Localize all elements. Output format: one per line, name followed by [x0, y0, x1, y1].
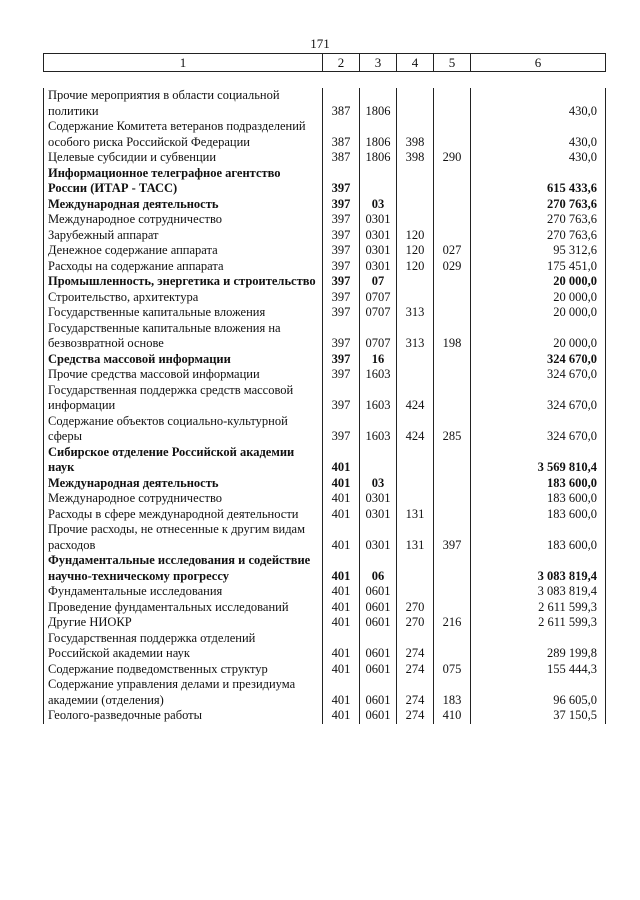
row-section-code: 1603 — [360, 367, 397, 383]
row-name: Государственные капитальные вложения — [44, 305, 323, 321]
row-target-code: 274 — [397, 662, 434, 678]
row-department-code: 401 — [323, 445, 360, 476]
row-amount: 183 600,0 — [471, 476, 606, 492]
row-department-code: 397 — [323, 305, 360, 321]
row-section-code: 1603 — [360, 383, 397, 414]
row-section-code: 0301 — [360, 243, 397, 259]
table-row — [44, 259, 606, 275]
row-section-code: 0301 — [360, 228, 397, 244]
row-name: Содержание управления делами и президиума академии (отделения) — [44, 677, 323, 708]
row-name: Целевые субсидии и субвенции — [44, 150, 323, 166]
row-name: Содержание Комитета ветеранов подразделений особого риска Российской Федерации — [44, 119, 323, 150]
row-section-code: 0301 — [360, 259, 397, 275]
row-target-code: 313 — [397, 321, 434, 352]
table-row — [44, 553, 606, 584]
row-department-code: 401 — [323, 491, 360, 507]
row-name: Фундаментальные исследования — [44, 584, 323, 600]
row-amount: 37 150,5 — [471, 708, 606, 724]
table-row — [44, 383, 606, 414]
row-expense-code — [434, 166, 471, 197]
row-amount: 430,0 — [471, 150, 606, 166]
row-expense-code — [434, 584, 471, 600]
row-amount: 183 600,0 — [471, 491, 606, 507]
column-header-4: 4 — [397, 54, 434, 72]
row-expense-code — [434, 600, 471, 616]
row-expense-code — [434, 553, 471, 584]
row-expense-code — [434, 352, 471, 368]
row-amount: 270 763,6 — [471, 228, 606, 244]
row-amount: 324 670,0 — [471, 367, 606, 383]
row-department-code: 397 — [323, 321, 360, 352]
table-row — [44, 631, 606, 662]
row-name: Строительство, архитектура — [44, 290, 323, 306]
table-row — [44, 119, 606, 150]
row-amount: 289 199,8 — [471, 631, 606, 662]
row-target-code: 120 — [397, 259, 434, 275]
row-amount: 183 600,0 — [471, 522, 606, 553]
row-section-code: 0707 — [360, 305, 397, 321]
row-name: Содержание объектов социально-культурной сферы — [44, 414, 323, 445]
row-expense-code — [434, 507, 471, 523]
table-row — [44, 507, 606, 523]
row-section-code: 0601 — [360, 677, 397, 708]
row-target-code: 270 — [397, 600, 434, 616]
row-name: Расходы на содержание аппарата — [44, 259, 323, 275]
row-target-code — [397, 166, 434, 197]
row-expense-code — [434, 305, 471, 321]
row-section-code: 0601 — [360, 631, 397, 662]
row-target-code: 313 — [397, 305, 434, 321]
row-expense-code: 029 — [434, 259, 471, 275]
row-amount: 270 763,6 — [471, 212, 606, 228]
row-department-code: 401 — [323, 631, 360, 662]
row-amount: 3 083 819,4 — [471, 553, 606, 584]
table-row — [44, 243, 606, 259]
row-expense-code — [434, 88, 471, 119]
table-row — [44, 367, 606, 383]
row-department-code: 397 — [323, 166, 360, 197]
row-amount: 324 670,0 — [471, 414, 606, 445]
row-department-code: 397 — [323, 414, 360, 445]
row-target-code: 398 — [397, 150, 434, 166]
row-target-code — [397, 445, 434, 476]
row-expense-code — [434, 274, 471, 290]
row-name: Международное сотрудничество — [44, 212, 323, 228]
row-department-code: 397 — [323, 228, 360, 244]
table-row — [44, 352, 606, 368]
row-section-code: 0601 — [360, 662, 397, 678]
row-section-code: 0301 — [360, 522, 397, 553]
row-section-code: 0707 — [360, 290, 397, 306]
row-name: Фундаментальные исследования и содействие научно-техническому прогрессу — [44, 553, 323, 584]
row-expense-code — [434, 119, 471, 150]
row-amount: 183 600,0 — [471, 507, 606, 523]
row-amount: 95 312,6 — [471, 243, 606, 259]
row-name: Международное сотрудничество — [44, 491, 323, 507]
row-amount: 155 444,3 — [471, 662, 606, 678]
row-amount: 175 451,0 — [471, 259, 606, 275]
row-name: Государственная поддержка отделений Российской академии наук — [44, 631, 323, 662]
column-header-3: 3 — [360, 54, 397, 72]
table-row — [44, 677, 606, 708]
row-section-code: 0301 — [360, 491, 397, 507]
row-target-code — [397, 553, 434, 584]
row-target-code — [397, 352, 434, 368]
row-department-code: 387 — [323, 88, 360, 119]
row-target-code: 270 — [397, 615, 434, 631]
column-header-2: 2 — [323, 54, 360, 72]
row-section-code: 1806 — [360, 150, 397, 166]
table-row — [44, 491, 606, 507]
row-expense-code — [434, 383, 471, 414]
row-department-code: 397 — [323, 367, 360, 383]
row-name: Денежное содержание аппарата — [44, 243, 323, 259]
column-header-6: 6 — [471, 54, 606, 72]
table-row — [44, 600, 606, 616]
column-header-row — [44, 54, 606, 72]
row-department-code: 401 — [323, 708, 360, 724]
row-name: Государственная поддержка средств массовой информации — [44, 383, 323, 414]
table-row — [44, 197, 606, 213]
row-target-code: 120 — [397, 243, 434, 259]
row-expense-code — [434, 197, 471, 213]
column-header-table — [43, 53, 606, 72]
table-row — [44, 708, 606, 724]
row-target-code: 120 — [397, 228, 434, 244]
row-name: Содержание подведомственных структур — [44, 662, 323, 678]
row-department-code: 401 — [323, 522, 360, 553]
row-amount: 270 763,6 — [471, 197, 606, 213]
row-target-code — [397, 367, 434, 383]
table-row — [44, 476, 606, 492]
row-department-code: 401 — [323, 677, 360, 708]
row-name: Средства массовой информации — [44, 352, 323, 368]
row-department-code: 397 — [323, 290, 360, 306]
row-section-code: 1806 — [360, 88, 397, 119]
table-row — [44, 290, 606, 306]
row-expense-code — [434, 290, 471, 306]
row-department-code: 401 — [323, 615, 360, 631]
row-department-code: 397 — [323, 212, 360, 228]
row-section-code: 0601 — [360, 584, 397, 600]
table-row — [44, 305, 606, 321]
row-section-code — [360, 166, 397, 197]
row-name: Прочие мероприятия в области социальной политики — [44, 88, 323, 119]
table-row — [44, 150, 606, 166]
row-expense-code: 285 — [434, 414, 471, 445]
row-expense-code: 027 — [434, 243, 471, 259]
row-name: Информационное телеграфное агентство России (ИТАР - ТАСС) — [44, 166, 323, 197]
row-name: Государственные капитальные вложения на безвозвратной основе — [44, 321, 323, 352]
row-department-code: 387 — [323, 119, 360, 150]
row-amount: 2 611 599,3 — [471, 615, 606, 631]
row-section-code: 06 — [360, 553, 397, 584]
row-department-code: 401 — [323, 600, 360, 616]
row-section-code: 0601 — [360, 708, 397, 724]
table-row — [44, 274, 606, 290]
row-target-code: 131 — [397, 522, 434, 553]
row-target-code: 274 — [397, 631, 434, 662]
table-row — [44, 166, 606, 197]
row-name: Расходы в сфере международной деятельности — [44, 507, 323, 523]
row-amount: 20 000,0 — [471, 321, 606, 352]
row-department-code: 397 — [323, 383, 360, 414]
row-name: Зарубежный аппарат — [44, 228, 323, 244]
row-expense-code: 198 — [434, 321, 471, 352]
budget-table-body — [44, 88, 606, 724]
row-target-code — [397, 274, 434, 290]
row-name: Прочие средства массовой информации — [44, 367, 323, 383]
row-amount: 20 000,0 — [471, 305, 606, 321]
row-department-code: 397 — [323, 197, 360, 213]
row-target-code: 274 — [397, 708, 434, 724]
table-row — [44, 414, 606, 445]
row-department-code: 401 — [323, 476, 360, 492]
row-target-code — [397, 584, 434, 600]
row-expense-code — [434, 445, 471, 476]
row-target-code — [397, 88, 434, 119]
row-department-code: 401 — [323, 553, 360, 584]
row-amount: 430,0 — [471, 119, 606, 150]
row-target-code: 424 — [397, 383, 434, 414]
row-expense-code — [434, 631, 471, 662]
table-row — [44, 228, 606, 244]
row-section-code: 07 — [360, 274, 397, 290]
table-row — [44, 212, 606, 228]
row-name: Международная деятельность — [44, 476, 323, 492]
row-department-code: 387 — [323, 150, 360, 166]
page-number: 171 — [310, 36, 330, 51]
row-expense-code — [434, 367, 471, 383]
row-expense-code — [434, 476, 471, 492]
row-expense-code — [434, 212, 471, 228]
row-expense-code — [434, 491, 471, 507]
row-department-code: 401 — [323, 662, 360, 678]
row-amount: 96 605,0 — [471, 677, 606, 708]
row-target-code — [397, 491, 434, 507]
row-section-code: 0601 — [360, 615, 397, 631]
row-expense-code: 183 — [434, 677, 471, 708]
row-target-code — [397, 290, 434, 306]
row-department-code: 397 — [323, 259, 360, 275]
row-target-code: 398 — [397, 119, 434, 150]
row-expense-code: 216 — [434, 615, 471, 631]
row-section-code: 1603 — [360, 414, 397, 445]
row-expense-code: 290 — [434, 150, 471, 166]
row-name: Геолого-разведочные работы — [44, 708, 323, 724]
budget-table — [43, 88, 606, 724]
row-target-code — [397, 197, 434, 213]
column-header-1: 1 — [44, 54, 323, 72]
table-row — [44, 615, 606, 631]
row-name: Другие НИОКР — [44, 615, 323, 631]
row-target-code: 274 — [397, 677, 434, 708]
row-target-code: 424 — [397, 414, 434, 445]
row-section-code: 03 — [360, 476, 397, 492]
row-section-code: 16 — [360, 352, 397, 368]
column-header-5: 5 — [434, 54, 471, 72]
row-section-code: 03 — [360, 197, 397, 213]
row-expense-code: 410 — [434, 708, 471, 724]
table-row — [44, 88, 606, 119]
row-target-code — [397, 476, 434, 492]
row-target-code — [397, 212, 434, 228]
row-section-code: 1806 — [360, 119, 397, 150]
row-amount: 20 000,0 — [471, 290, 606, 306]
row-section-code: 0301 — [360, 212, 397, 228]
row-department-code: 401 — [323, 507, 360, 523]
row-amount: 3 083 819,4 — [471, 584, 606, 600]
row-target-code: 131 — [397, 507, 434, 523]
table-row — [44, 321, 606, 352]
table-row — [44, 584, 606, 600]
row-department-code: 397 — [323, 352, 360, 368]
row-expense-code: 075 — [434, 662, 471, 678]
row-section-code: 0707 — [360, 321, 397, 352]
row-name: Проведение фундаментальных исследований — [44, 600, 323, 616]
row-amount: 2 611 599,3 — [471, 600, 606, 616]
row-section-code — [360, 445, 397, 476]
row-amount: 324 670,0 — [471, 383, 606, 414]
row-name: Промышленность, энергетика и строительство — [44, 274, 323, 290]
table-row — [44, 662, 606, 678]
row-section-code: 0301 — [360, 507, 397, 523]
row-name: Сибирское отделение Российской академии наук — [44, 445, 323, 476]
row-section-code: 0601 — [360, 600, 397, 616]
row-department-code: 401 — [323, 584, 360, 600]
row-department-code: 397 — [323, 243, 360, 259]
row-amount: 615 433,6 — [471, 166, 606, 197]
row-name: Прочие расходы, не отнесенные к другим видам расходов — [44, 522, 323, 553]
row-department-code: 397 — [323, 274, 360, 290]
row-amount: 20 000,0 — [471, 274, 606, 290]
table-row — [44, 522, 606, 553]
row-expense-code — [434, 228, 471, 244]
row-amount: 324 670,0 — [471, 352, 606, 368]
row-amount: 3 569 810,4 — [471, 445, 606, 476]
row-name: Международная деятельность — [44, 197, 323, 213]
row-amount: 430,0 — [471, 88, 606, 119]
table-row — [44, 445, 606, 476]
row-expense-code: 397 — [434, 522, 471, 553]
